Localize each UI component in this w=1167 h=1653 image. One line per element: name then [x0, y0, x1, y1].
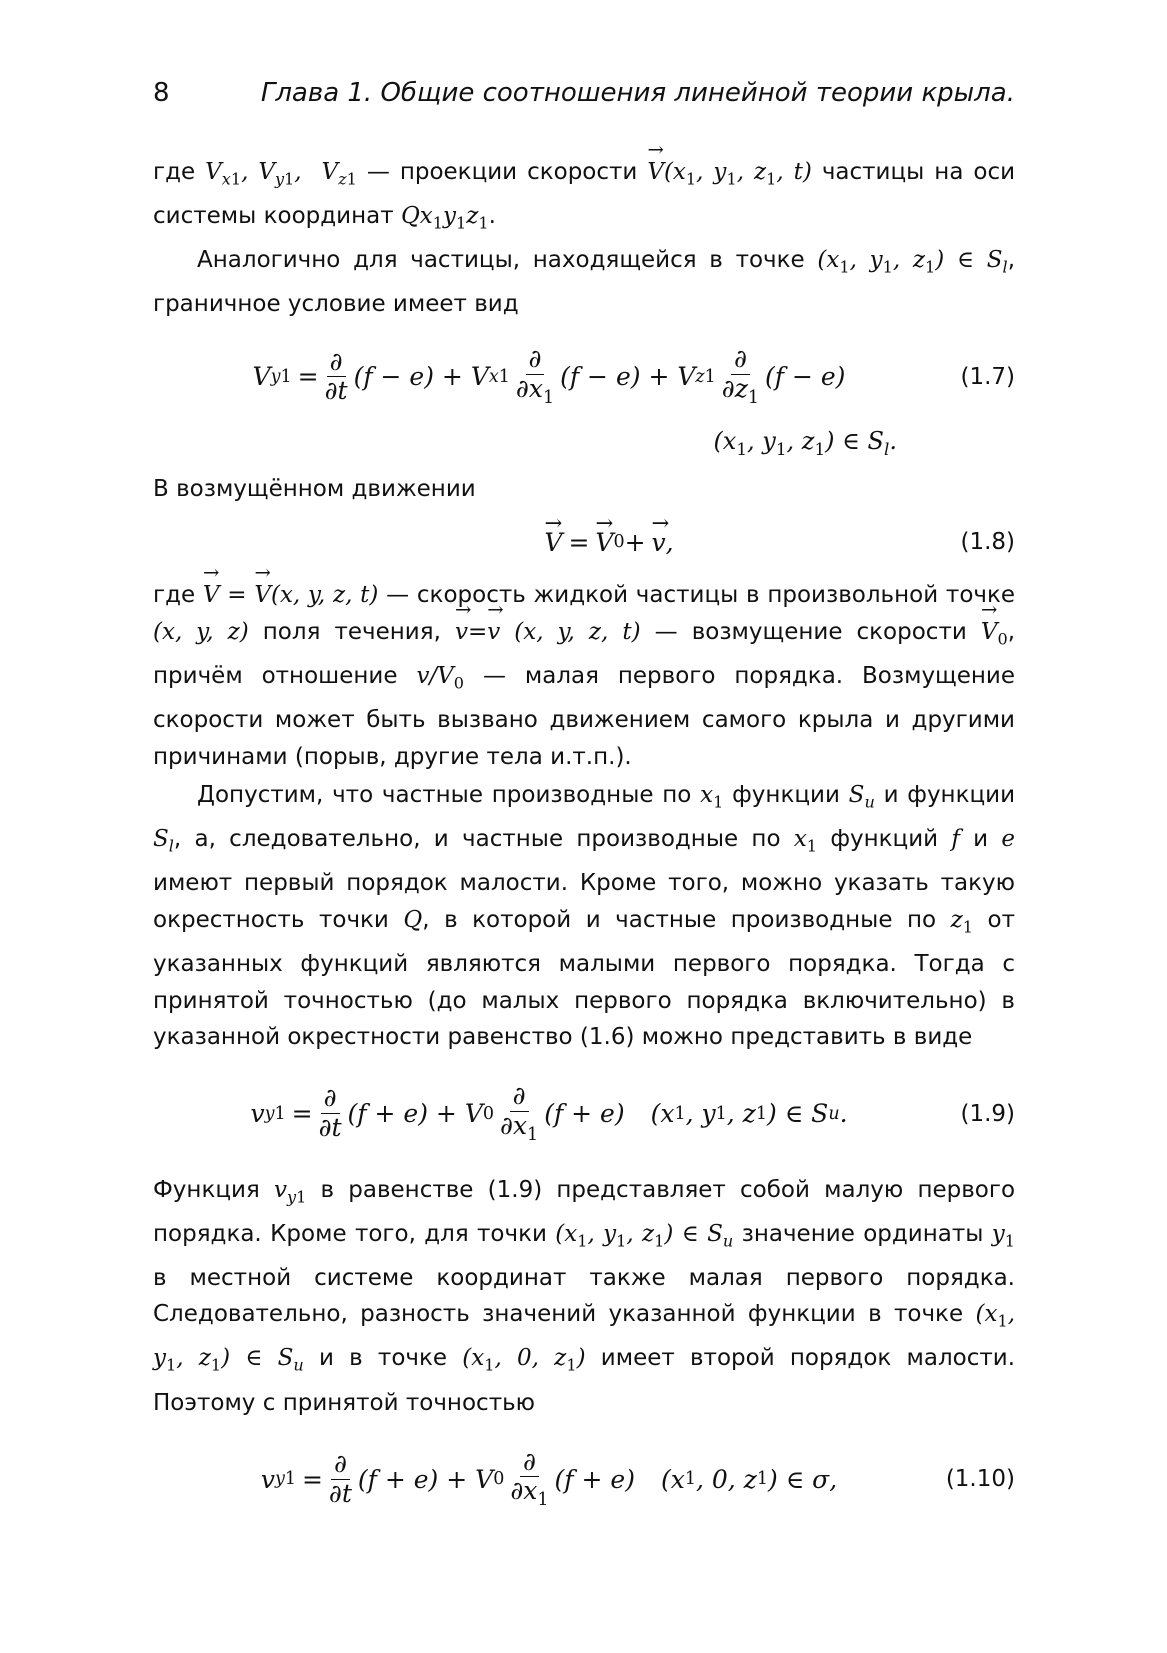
equation-number: (1.7): [960, 363, 1015, 390]
equation-1-7: V y 1 = $\frac{\partial}{\partial t}$ (f − e) + V x 1 $\frac{\partial}{\partial x_1}$ (f − e) + V z 1 $\frac{\partial}{\partial z_1}$ (f − e) (1.7): [252, 344, 1015, 409]
equation-number: (1.8): [960, 529, 1015, 556]
page: [153, 78, 1015, 1523]
equation-1-7-condition: ($x_1$, $y_1$, $z_1$) ∈ $S_l$.: [713, 426, 897, 459]
equation-1-9: v y 1 = $\frac{\partial}{\partial t}$ (f + e) + V 0 $\frac{\partial}{\partial x_1}$ (f + e) (x 1 , y 1 , z 1 ) ∈ S u . (1.9): [250, 1081, 1015, 1145]
paragraph-2: Аналогично для частицы, находящейся в точке ($x_1$, $y_1$, $z_1$) ∈ $S_l$, граничное условие имеет вид: [153, 247, 1015, 318]
equation-number: (1.9): [960, 1100, 1015, 1127]
paragraph-1: где $V_{x1}$, $V_{y1}$, $V_{z1}$ — проекции скорости → $V(x_1$, $y_1$, $z_1$, t) частицы на оси системы координат $Qx_1y_1z_1$.: [153, 154, 1015, 242]
paragraph-3: В возмущённом движении: [153, 475, 476, 502]
chapter-title: Глава 1. Общие соотношения линейной теории крыла.: [260, 78, 1015, 108]
paragraph-6: Функция $v_{y1}$ в равенстве (1.9) представляет собой малую первого порядка. Кроме того, для точки ($x_1$, $y_1$, $z_1$) ∈ $S_u$ значение ординаты $y_1$ в местной системе координат также малая первого порядка. Следовательно, разность значений указанной функции в точке ($x_1$, $y_1$, $z_1$) ∈ $S_u$ и в точке ($x_1$, 0, $z_1$) имеет второй порядок малости. Поэтому с принятой точностью: [153, 1176, 1016, 1416]
equation-1-8: → V = → V 0 + → v , (1.8): [273, 507, 1015, 577]
page-number: 8: [153, 78, 170, 108]
equation-1-10: v y 1 = $\frac{\partial}{\partial t}$ (f + e) + V 0 $\frac{\partial}{\partial x_1}$ (f + e) (x 1 , 0, z 1 ) ∈ σ, (1.10): [260, 1446, 1015, 1511]
paragraph-5: Допустим, что частные производные по $x_1$ функции $S_u$ и функции $S_l$, а, следовательно, и частные производные по $x_1$ функций f и e имеют первый порядок малости. Кроме того, можно указать такую окрестность точки Q, в которой и частные производные по $z_1$ от указанных функций являются малыми первого порядка. Тогда с принятой точностью (до малых первого порядка включительно) в указанной окрестности равенство (1.6) можно представить в виде: [153, 782, 1016, 1050]
running-header: [153, 78, 1015, 114]
equation-number: (1.10): [945, 1466, 1015, 1492]
paragraph-4: где → V = → V(x, y, z, t) — скорость жидкой частицы в произвольной точке (x, y, z) поля течения, → v=→ v (x, y, z, t) — возмущение скорости → $V_0$, причём отношение $v/V_0$ — малая первого порядка. Возмущение скорости может быть вызвано движением самого крыла и другими причинами (порыв, другие тела и.т.п.).: [153, 577, 1015, 775]
